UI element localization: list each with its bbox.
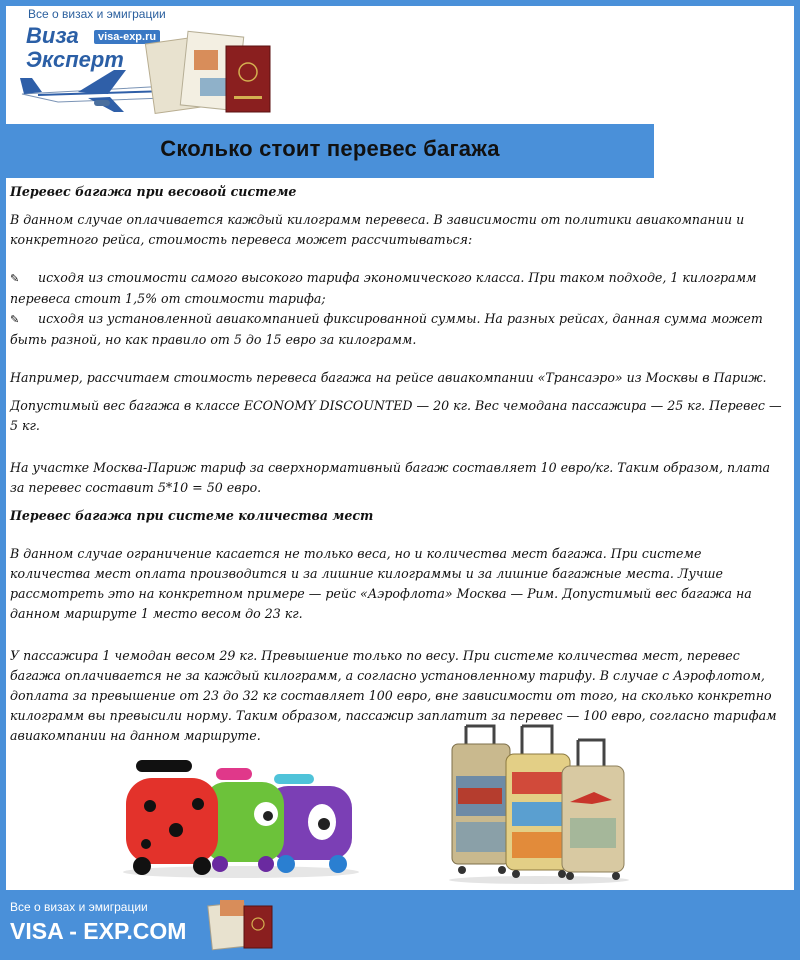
logo-domain: visa-exp.ru xyxy=(94,30,160,44)
example-price: На участке Москва-Париж тариф за сверхнормативный багаж составляет 10 евро/кг. Таким образом, плата за перевес составит 5*10 = 50 евро. xyxy=(10,460,771,495)
section1-heading: Перевес багажа при весовой системе xyxy=(10,184,297,199)
suitcases-image xyxy=(444,722,634,884)
page-title: Сколько стоит перевес багажа xyxy=(160,136,500,161)
logo-line2: Эксперт xyxy=(26,47,124,72)
site-header xyxy=(6,6,794,124)
footer-tagline: Все о визах и эмиграции xyxy=(10,900,148,914)
header-tagline: Все о визах и эмиграции xyxy=(28,7,166,21)
section2-intro: В данном случае ограничение касается не только веса, но и количества мест багажа. При системе количества мест оплата производится и за лишние килограммы и за лишние багажные места. Лучше рассмотреть это на конкретном примере — рейс «Аэрофлота» Москва — Рим. Допустимый вес багажа на данном маршруте 1 место весом до 23 кг. xyxy=(10,546,752,621)
example-weight: Допустимый вес багажа в классе ECONOMY DISCOUNTED — 20 кг. Вес чемодана пассажира — 25 кг. Перевес — 5 кг. xyxy=(10,398,782,433)
page-frame xyxy=(6,6,794,890)
list-item xyxy=(10,268,782,309)
logo-line1: Виза xyxy=(26,23,79,48)
illustrations xyxy=(6,718,794,890)
section1-intro: В данном случае оплачивается каждый килограмм перевеса. В зависимости от политики авиакомпании и конкретного рейса, стоимость перевеса может рассчитываться: xyxy=(10,212,745,247)
site-footer xyxy=(0,890,800,960)
pointing-hand-icon: ✎ xyxy=(10,313,20,326)
passports-image xyxy=(144,28,274,120)
bullet-text: исходя из установленной авиакомпанией фиксированной суммы. На разных рейсах, данная сумма может быть разной, но как правило от 5 до 15 евро за килограмм. xyxy=(10,311,763,347)
section2-example: У пассажира 1 чемодан весом 29 кг. Превышение только по весу. При системе количества мест, перевес багажа оплачивается не за каждый килограмм, а согласно установленному тарифу. В случае с Аэрофлотом, доплата за превышение от 23 до 32 кг составляет 100 евро, вне зависимости от того, на сколько конкретно килограмм вы превысили норму. Таким образом, пассажир заплатит за перевес — 100 евро, согласно тарифам авиакомпании на данном маршруте. xyxy=(10,648,777,743)
kids-suitcases-image xyxy=(116,748,366,880)
title-bar xyxy=(6,124,654,178)
list-item xyxy=(10,309,782,350)
section2-heading: Перевес багажа при системе количества мест xyxy=(10,508,374,523)
footer-site-link[interactable]: VISA - EXP.COM xyxy=(10,918,187,944)
pointing-hand-icon: ✎ xyxy=(10,272,20,285)
article-body xyxy=(10,182,782,746)
example-intro: Например, рассчитаем стоимость перевеса багажа на рейсе авиакомпании «Трансаэро» из Москвы в Париж. xyxy=(10,370,767,385)
bullet-text: исходя из стоимости самого высокого тарифа экономического класса. При таком подходе, 1 килограмм перевеса стоит 1,5% от стоимости тарифа; xyxy=(10,270,757,306)
footer-passports-image xyxy=(206,896,276,952)
